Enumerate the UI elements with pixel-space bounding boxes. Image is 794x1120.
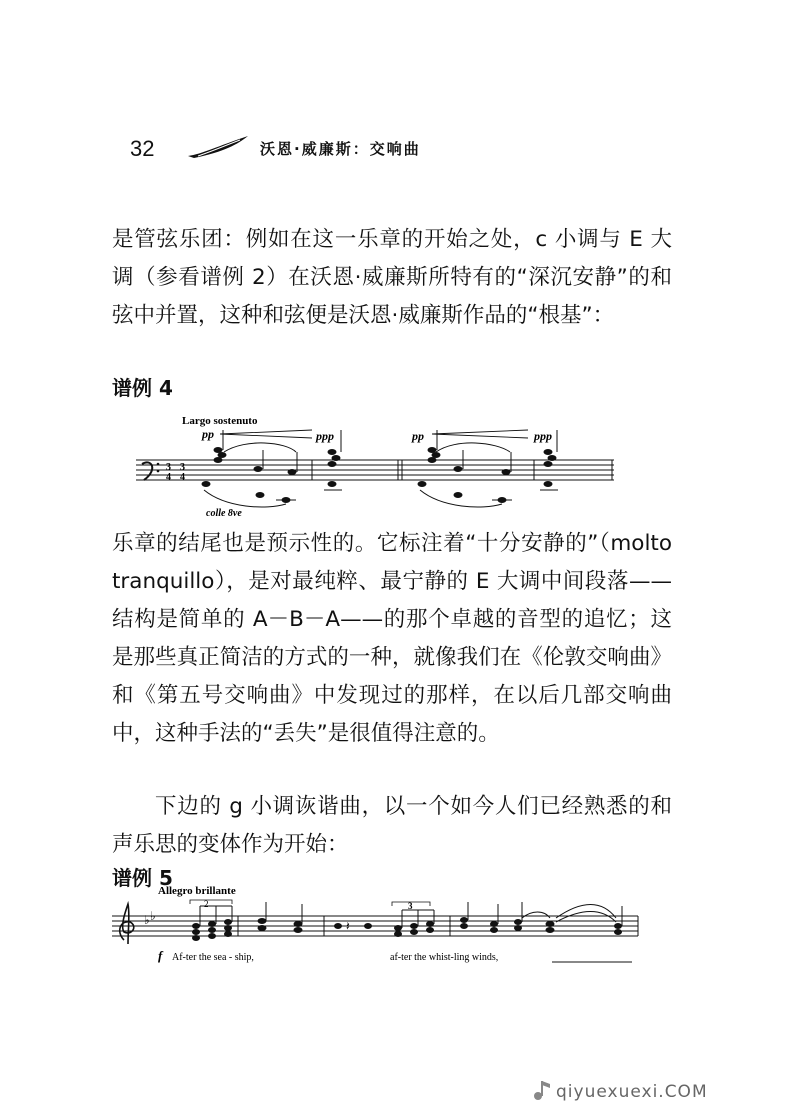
example-4-label: 谱例 4: [112, 376, 173, 400]
music-example-4: [136, 408, 626, 520]
watermark-music-note-icon: [530, 1078, 554, 1102]
running-title: 沃恩·威廉斯：交响曲: [260, 140, 421, 158]
svg-text:4: 4: [166, 472, 171, 483]
page-header: [118, 136, 678, 166]
ex4-tempo: Largo sostenuto: [182, 415, 258, 427]
svg-text:♭: ♭: [144, 913, 150, 927]
quill-ornament-icon: [188, 134, 250, 160]
example-5-label: 谱例 5: [112, 866, 173, 890]
ex4-colle-8ve: colle 8ve: [206, 508, 242, 519]
ex5-tuplet-3: 3: [408, 901, 413, 911]
ex5-tuplet-2: 2: [204, 899, 209, 909]
ex4-dyn-pp-1: pp: [202, 427, 214, 441]
ex4-dyn-ppp-2: ppp: [534, 429, 552, 443]
svg-text:3: 3: [180, 462, 185, 473]
ex5-lyrics-1: Af-ter the sea - ship,: [172, 952, 254, 963]
ex5-lyrics-2: af-ter the whist-ling winds,: [390, 952, 499, 963]
paragraph-2: 乐章的结尾也是预示性的。它标注着“十分安静的”（molto tranquillo），是对最纯粹、最宁静的 E 大调中间段落——结构是简单的 A－B－A——的那个卓越的音型的追忆；这是那些真正简洁的方式的一种，就像我们在《伦敦交响曲》和《第五号交响曲》中发现过的那样，在以后几部交响曲中，这种手法的“丢失”是很值得注意的。: [112, 531, 672, 746]
ex5-dynamic-f: f: [158, 948, 163, 963]
svg-text:𝄽: 𝄽: [346, 919, 350, 933]
svg-text:3: 3: [166, 462, 171, 473]
ex4-dyn-ppp-1: ppp: [316, 429, 334, 443]
svg-text:4: 4: [180, 472, 185, 483]
page-number: 32: [130, 136, 155, 161]
svg-text:♭: ♭: [150, 909, 156, 923]
music-example-5: [112, 880, 642, 972]
ex5-tempo: Allegro brillante: [158, 885, 236, 897]
paragraph-3: 下边的 g 小调诙谐曲，以一个如今人们已经熟悉的和声乐思的变体作为开始：: [112, 794, 672, 857]
ex4-dyn-pp-2: pp: [412, 429, 424, 443]
paragraph-1: 是管弦乐团：例如在这一乐章的开始之处，c 小调与 E 大调（参看谱例 2）在沃恩·威廉斯所特有的“深沉安静”的和弦中并置，这种和弦便是沃恩·威廉斯作品的“根基”：: [112, 227, 672, 328]
watermark-text: qiyuexuexi.COM: [556, 1082, 708, 1102]
